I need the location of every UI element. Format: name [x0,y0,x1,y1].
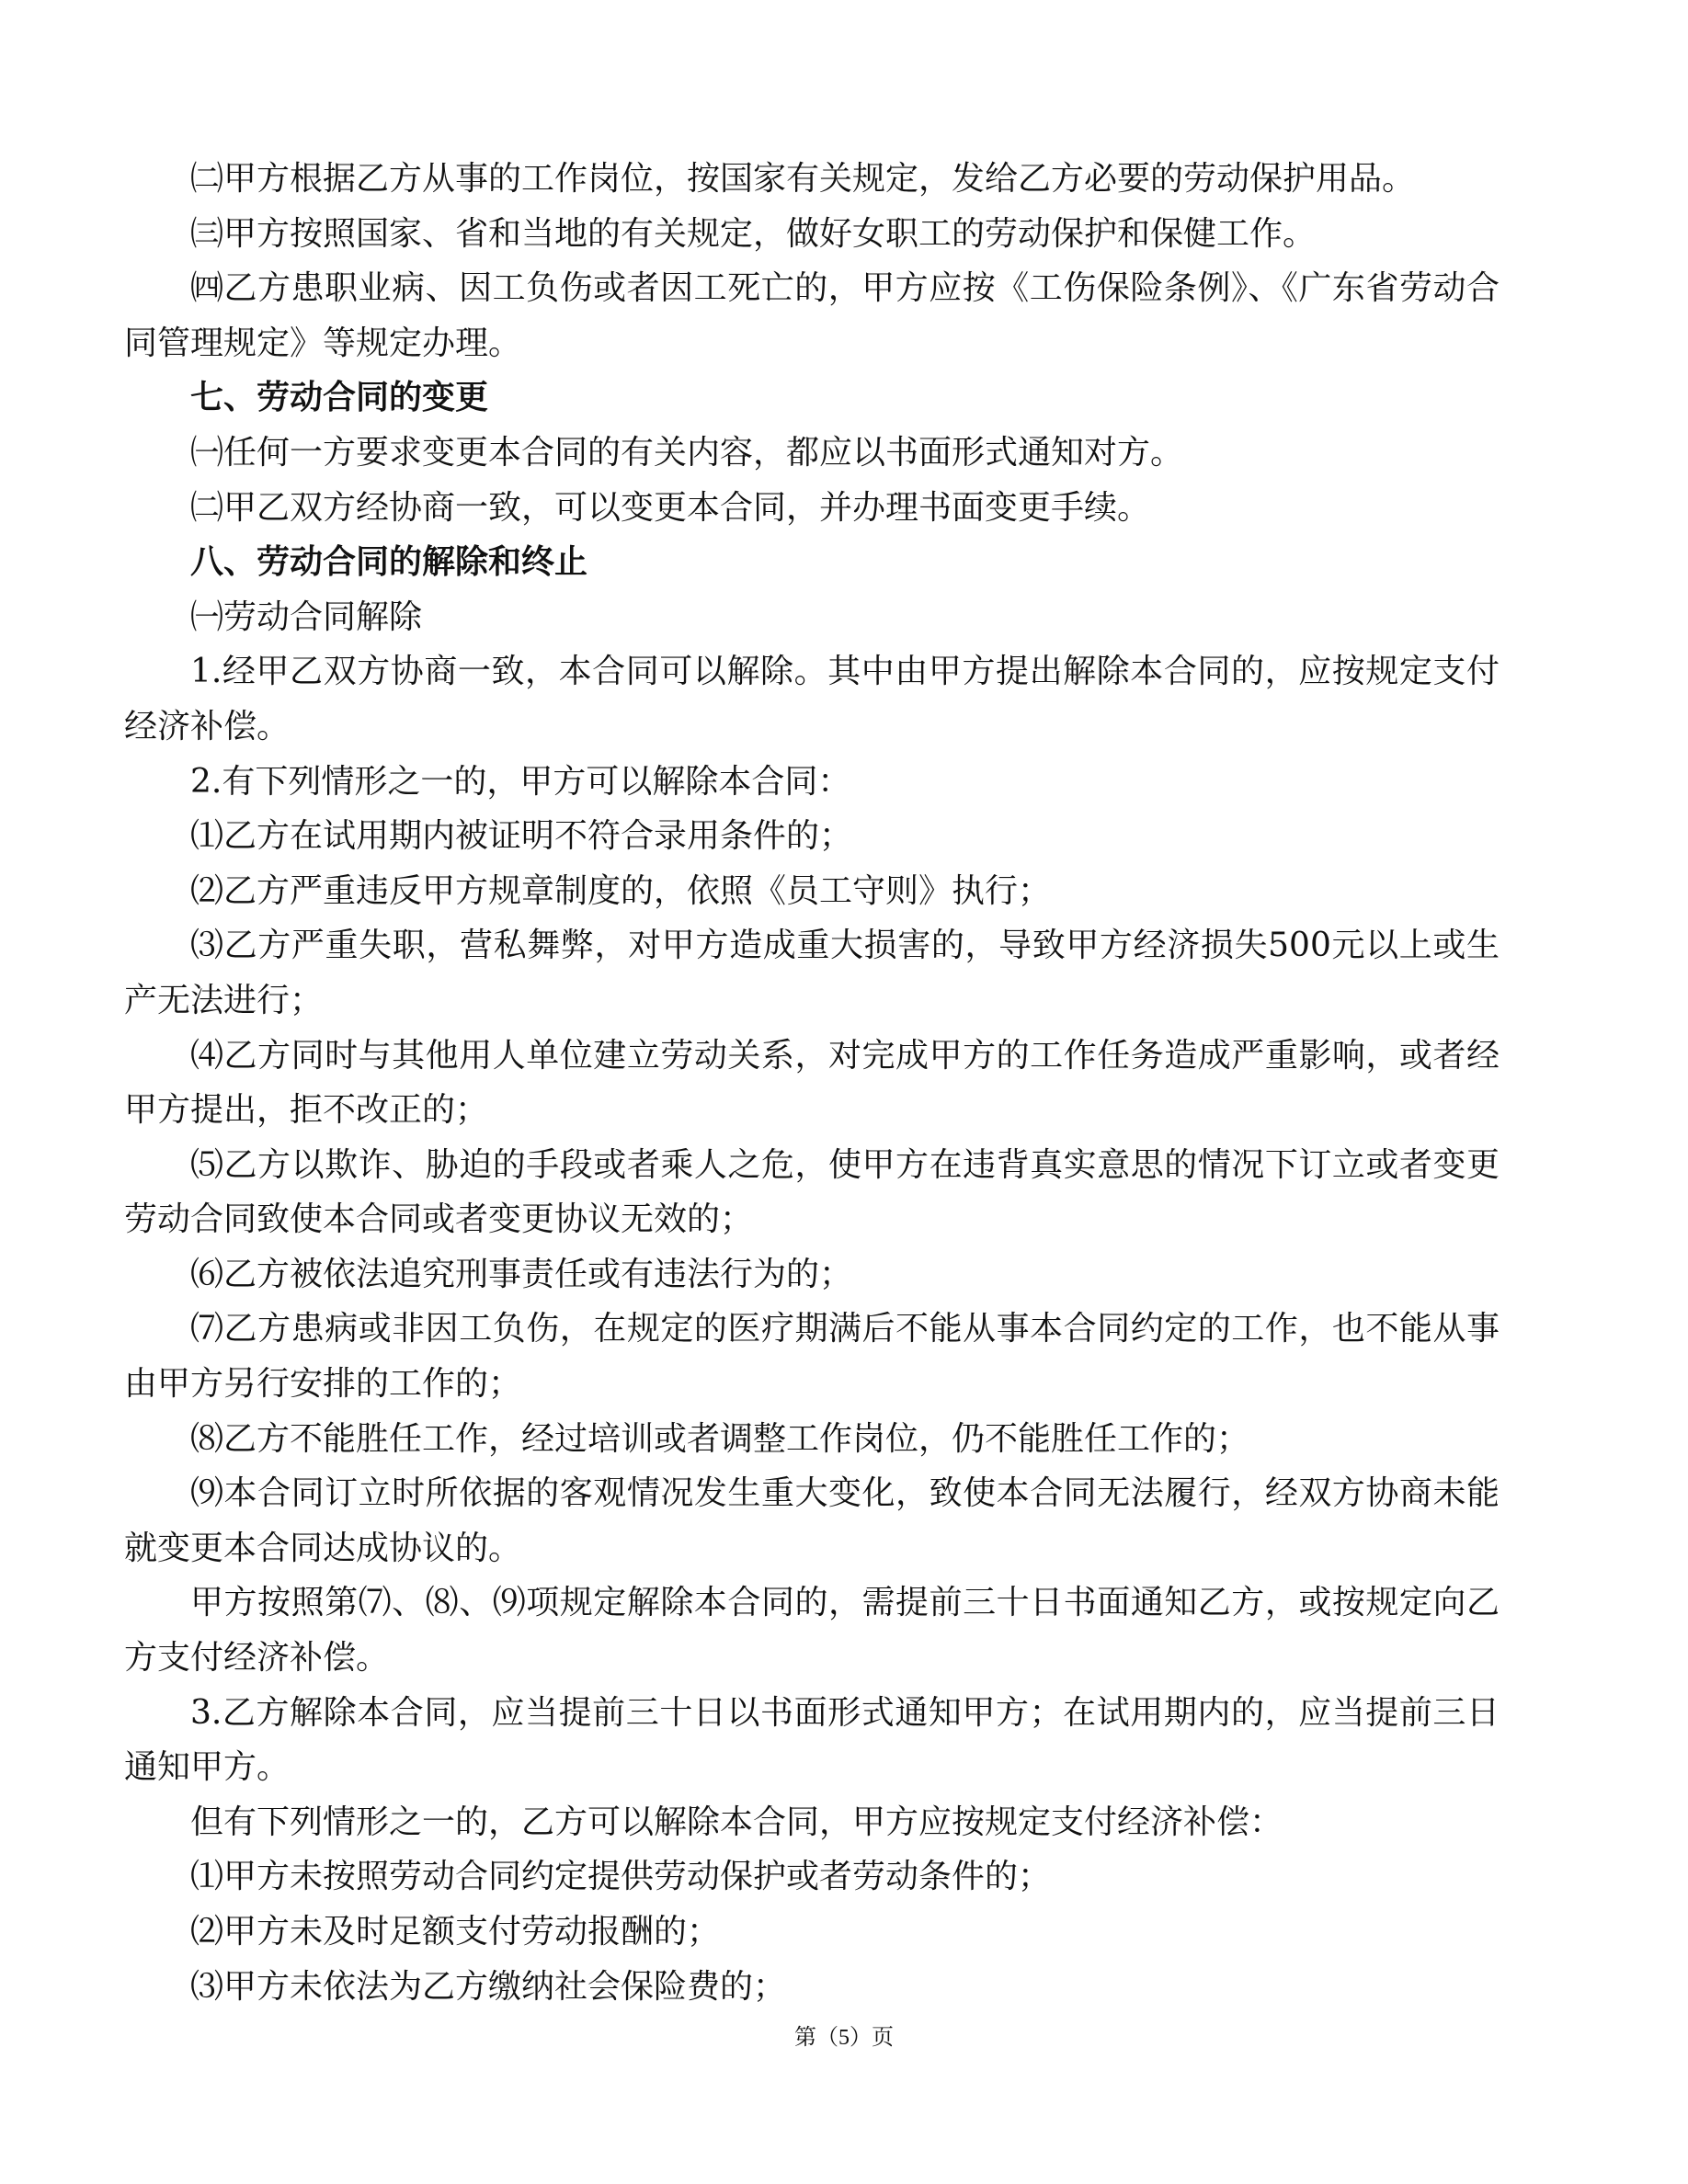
paragraph: ⑷乙方同时与其他用人单位建立劳动关系，对完成甲方的工作任务造成严重影响，或者经甲方提出，拒不改正的； [124,1036,1500,1130]
document-page [124,152,1500,2014]
paragraph: ⑵乙方严重违反甲方规章制度的，依照《员工守则》执行； [190,871,1052,910]
paragraph: ⑶乙方严重失职，营私舞弊，对甲方造成重大损害的，导致甲方经济损失500元以上或生产无法进行； [124,927,1500,1019]
paragraph: 2.有下列情形之一的，甲方可以解除本合同： [190,762,851,801]
paragraph: ⑼本合同订立时所依据的客观情况发生重大变化，致使本合同无法履行，经双方协商未能就变更本合同达成协议的。 [124,1474,1500,1567]
page-number: 第（5）页 [794,2026,894,2050]
paragraph: ㈡甲乙双方经协商一致，可以变更本合同，并办理书面变更手续。 [190,488,1151,527]
section-heading: 七、劳动合同的变更 [190,378,489,417]
paragraph: ㈠劳动合同解除 [190,597,423,636]
paragraph: ⑻乙方不能胜任工作，经过培训或者调整工作岗位，仍不能胜任工作的； [190,1419,1250,1458]
paragraph: 甲方按照第⑺、⑻、⑼项规定解除本合同的，需提前三十日书面通知乙方，或按规定向乙方支付经济补偿。 [124,1584,1500,1678]
paragraph: ㈢甲方按照国家、省和当地的有关规定，做好女职工的劳动保护和保健工作。 [190,214,1317,253]
paragraph: 3.乙方解除本合同，应当提前三十日以书面形式通知甲方；在试用期内的，应当提前三日通知甲方。 [124,1693,1500,1787]
paragraph: ⑺乙方患病或非因工负伤，在规定的医疗期满后不能从事本合同约定的工作，也不能从事由甲方另行安排的工作的； [124,1310,1500,1404]
paragraph: ⑶甲方未依法为乙方缴纳社会保险费的； [190,1967,787,2006]
paragraph: ⑵甲方未及时足额支付劳动报酬的； [190,1913,721,1951]
paragraph: ⑴甲方未按照劳动合同约定提供劳动保护或者劳动条件的； [190,1858,1052,1896]
paragraph: 1.经甲乙双方协商一致，本合同可以解除。其中由甲方提出解除本合同的，应按规定支付经济补偿。 [124,653,1500,745]
paragraph: ㈠任何一方要求变更本合同的有关内容，都应以书面形式通知对方。 [190,433,1184,472]
paragraph: ㈣乙方患职业病、因工负伤或者因工死亡的，甲方应按《工伤保险条例》、《广东省劳动合同管理规定》等规定办理。 [124,269,1500,362]
section-heading: 八、劳动合同的解除和终止 [190,542,588,582]
paragraph: ㈡甲方根据乙方从事的工作岗位，按国家有关规定，发给乙方必要的劳动保护用品。 [190,160,1416,198]
paragraph: ⑴乙方在试用期内被证明不符合录用条件的； [190,817,853,856]
paragraph: ⑹乙方被依法追究刑事责任或有违法行为的； [190,1255,853,1293]
paragraph: 但有下列情形之一的，乙方可以解除本合同，甲方应按规定支付经济补偿： [190,1803,1283,1841]
paragraph: ⑸乙方以欺诈、胁迫的手段或者乘人之危，使甲方在违背真实意思的情况下订立或者变更劳动合同致使本合同或者变更协议无效的； [124,1145,1500,1239]
